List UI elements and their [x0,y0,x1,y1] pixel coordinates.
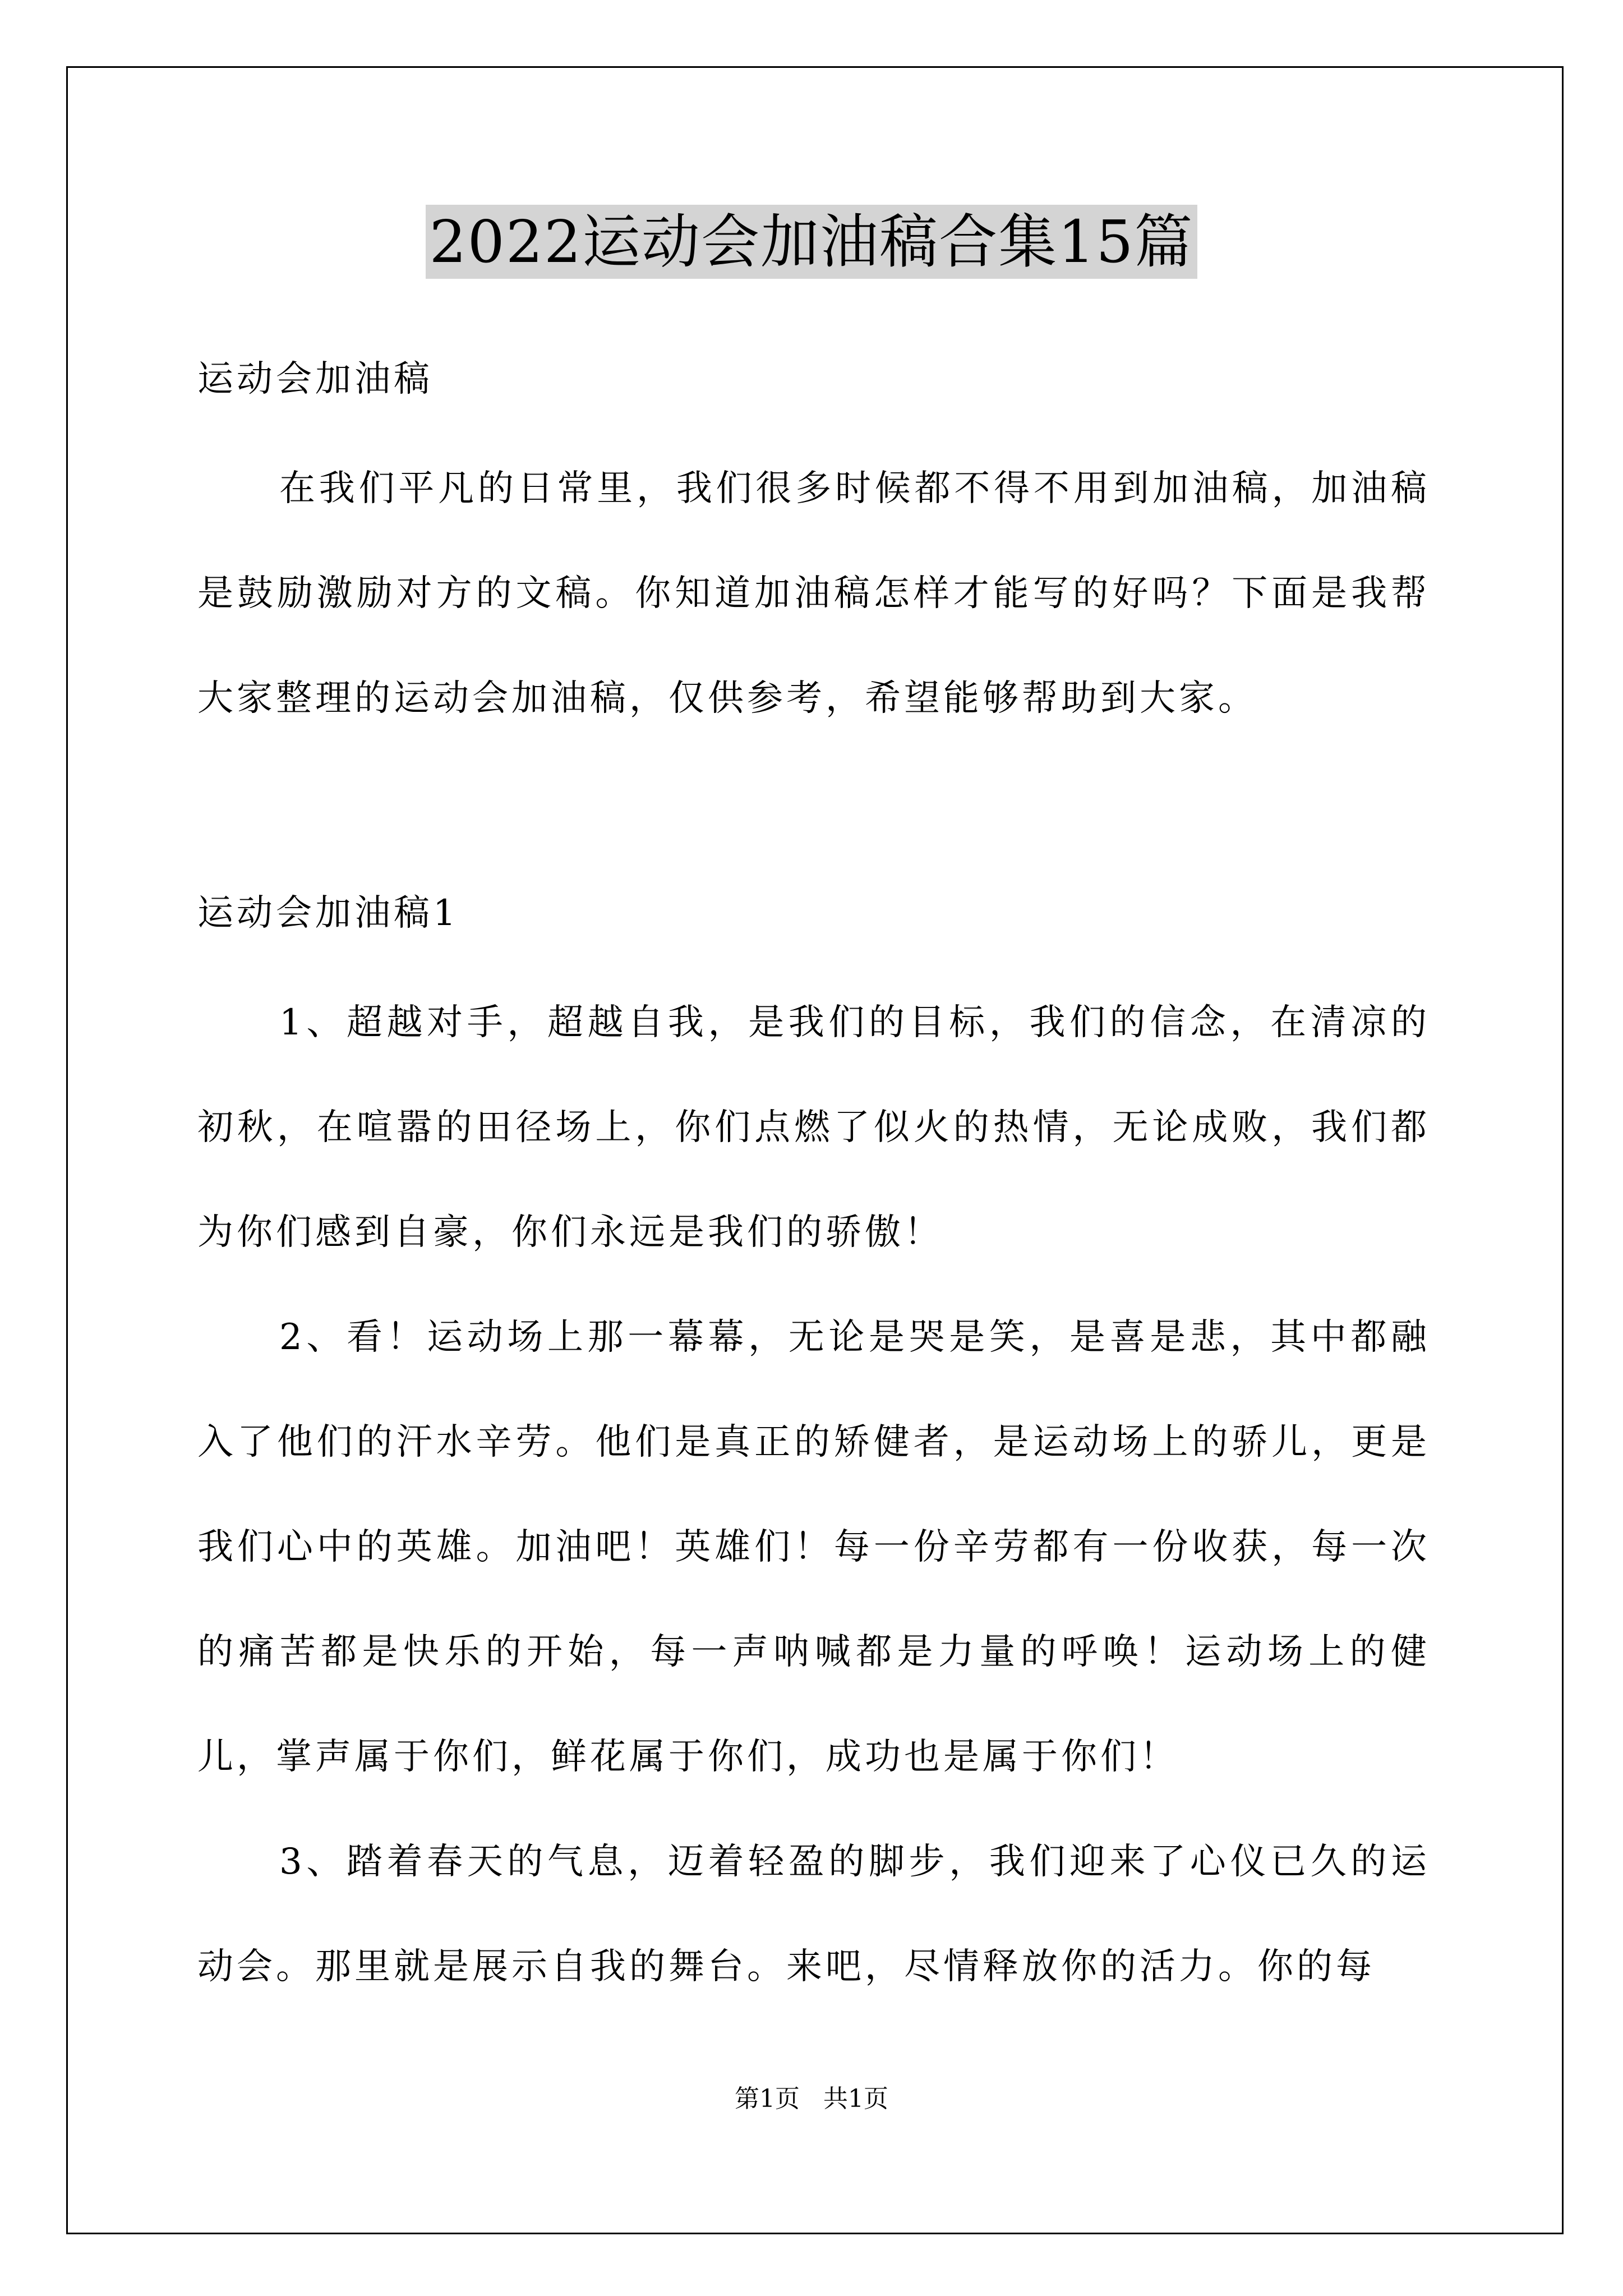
section-heading: 运动会加油稿1 [197,892,459,934]
list-item: 1、超越对手，超越自我，是我们的目标，我们的信念，在清凉的初秋，在喧嚣的田径场上，你们点燃了似火的热情，无论成败，我们都为你们感到自豪，你们永远是我们的骄傲！ [197,1002,1430,1253]
title-container [0,205,1623,279]
intro-heading: 运动会加油稿 [197,358,433,400]
intro-paragraph: 在我们平凡的日常里，我们很多时候都不得不用到加油稿，加油稿是鼓励激励对方的文稿。你知道加油稿怎样才能写的好吗？下面是我帮大家整理的运动会加油稿，仅供参考，希望能够帮助到大家。 [197,468,1430,719]
list-item: 2、看！运动场上那一幕幕，无论是哭是笑，是喜是悲，其中都融入了他们的汗水辛劳。他们是真正的矫健者，是运动场上的骄儿，更是我们心中的英雄。加油吧！英雄们！每一份辛劳都有一份收获，每一次的痛苦都是快乐的开始，每一声呐喊都是力量的呼唤！运动场上的健儿，掌声属于你们，鲜花属于你们，成功也是属于你们！ [197,1317,1430,1778]
list-item: 3、踏着春天的气息，迈着轻盈的脚步，我们迎来了心仪已久的运动会。那里就是展示自我的舞台。来吧，尽情释放你的活力。你的每 [197,1841,1430,1987]
document-title: 2022运动会加油稿合集15篇 [426,205,1197,279]
page-number-footer: 第1页 共1页 [735,2085,888,2113]
